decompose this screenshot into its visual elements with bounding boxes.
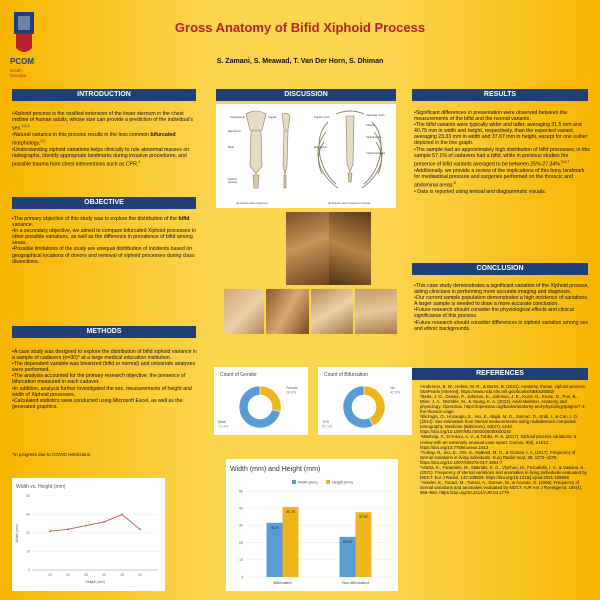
bar-category-label: Bifurcated <box>273 580 292 585</box>
reference-item: ⁴Mashriqi, F., D'Antoni, A. V., & Tubbs, R. S. (2017). Xiphoid process variations: a review with an extremely unusual case report. Cureus, 9(8), e1613. https://doi.org/10.7759/cureus.1613 <box>420 434 577 450</box>
line-point <box>85 525 87 527</box>
results-bullet-4: •Additionally, we provide a review of the implications of this bony landmark for mediastinal pressure and surgeries performed on the thoracic and abdominal areas. <box>414 167 585 189</box>
bifurcation-pie-value-yes: 57.1% <box>322 424 333 429</box>
objective-text <box>12 216 198 265</box>
svg-text:Sternal angle: Sternal angle <box>366 136 382 139</box>
diagram-caption-a: (a) Anterior view of sternum <box>236 202 268 205</box>
svg-text:Jugular: Jugular <box>268 116 277 119</box>
bifurcation-pie-label-yes: YES <box>322 420 330 424</box>
legend-label-0: Width (mm) <box>298 480 318 485</box>
line-series <box>50 515 140 532</box>
objective-bullet-1-post: variance. <box>12 222 34 229</box>
intro-ref-2: 1,2 <box>40 139 46 144</box>
line-ylabel: Width (mm) <box>15 523 19 543</box>
svg-text:Manubrium: Manubrium <box>228 130 241 133</box>
line-point <box>67 528 69 530</box>
results-header: RESULTS <box>412 89 588 101</box>
bar-chart-panel <box>226 459 398 591</box>
references-list <box>420 384 588 495</box>
specimen-photo-4 <box>266 289 309 334</box>
intro-bullet-2-bold: bifurcated <box>150 132 176 139</box>
bar-ytick: 20 <box>239 540 243 545</box>
objective-bullet-2: •In a secondary objective, we aimed to compare bifurcated Xiphoid processes to other possible variations, as well as the difference in prevalence of bifid among sexes. <box>12 228 197 247</box>
svg-text:Suprasternal: Suprasternal <box>230 116 245 119</box>
logo-sub1: South <box>10 68 22 73</box>
conclusion-bullet-4: •Future research should consider differences in xiphoid variation among sex and ethnic backgrounds. <box>414 319 589 332</box>
reference-item: ¹Anderson, B. W., Holme, M. R., & Burns, B. (2021). Anatomy, thorax, xiphoid process. StatPearls [Internet]. https://www.ncbi.nlm.nih.gov/books/NBK526082/ <box>420 384 587 395</box>
svg-text:Xiphoid: Xiphoid <box>228 178 237 181</box>
legend-swatch-1 <box>326 480 330 484</box>
methods-bullet-3: •The analysis accounted for the primary research objective: the presence of bifurcation measured in each cadaver. <box>12 373 186 386</box>
bar-data-label: 31.5 <box>271 525 278 530</box>
bifurcation-pie-chart <box>318 367 412 435</box>
svg-text:Jugular notch: Jugular notch <box>314 116 330 119</box>
bar-0-0 <box>267 523 283 577</box>
width-height-line-chart <box>12 478 165 591</box>
line-point <box>139 528 141 530</box>
sternum-diagrams <box>216 104 396 208</box>
line-xtick: 35 <box>84 573 88 577</box>
specimen-photo-6 <box>355 289 397 334</box>
bar-1-0 <box>283 507 299 577</box>
conclusion-header: CONCLUSION <box>412 263 588 275</box>
intro-ref-3: 4 <box>138 160 141 165</box>
svg-text:process: process <box>228 181 238 184</box>
conclusion-bullet-1: •This case study demonstrates a significant variation of the Xiphoid process, aiding clinicians in performing more accurate imaging and diagnosis. <box>414 283 589 296</box>
results-ref-4: 8 <box>453 180 456 185</box>
svg-text:Costal cartilages: Costal cartilages <box>366 152 386 155</box>
methods-text <box>12 349 198 410</box>
intro-bullet-1: •Xiphoid process is the ossified extension of the lower sternum in the chest midline of human adults, whose size can provide a prediction of the individual's sex. <box>12 111 193 132</box>
line-xtick: 50 <box>138 573 142 577</box>
reference-item: ²Betts, J. G., Desaix, P., Johnson, E., Johnson, J. E., Korol, O., Kruse, D., Poe, B., Wise, J. A., Womble, M., & Young, K. A. (2013). Axial skeleton. Anatomy and physiology. OpenStax. https://openstax.org/books/anatomy-and-physiology/pages/7-4-the-thoracic-cage <box>420 394 586 415</box>
bar-ytick: 0 <box>241 575 243 580</box>
specimen-photo-5 <box>311 289 353 334</box>
results-bullet-2: •The bifid variants were typically wider and taller, averaging 31.5 mm and 40.75 mm in width and height, respectively, than the expected variant, averaging 23.33 mm in width and 37.67 mm in height, except for one outlier depicted in the line graph. <box>414 122 588 147</box>
line-point <box>49 530 51 532</box>
svg-text:Clavicular notch: Clavicular notch <box>366 114 385 117</box>
objective-bullet-1-bold: bifid <box>178 216 190 222</box>
results-bullet-1: •Significant differences in presentation were observed between the measurements of the bifid and the normal variants. <box>414 110 568 123</box>
sternum-side-view <box>282 113 290 188</box>
bifurcation-pie-panel <box>318 367 412 435</box>
sternum-front-view <box>246 111 266 188</box>
svg-text:Body: Body <box>228 146 234 149</box>
gender-pie-chart <box>214 367 308 435</box>
introduction-text <box>12 111 198 168</box>
legend-label-1: Height (mm) <box>332 480 353 485</box>
bar-ytick: 30 <box>239 523 243 528</box>
bar-1-1 <box>356 512 372 577</box>
line-xtick: 30 <box>66 573 70 577</box>
svg-text:Manubrium: Manubrium <box>314 146 327 149</box>
bifurcation-pie-label-no: No <box>390 386 395 390</box>
gender-pie-label-female: Female <box>286 386 298 390</box>
bar-data-label: 37.67 <box>359 515 368 520</box>
bar-data-label: 23.33 <box>343 539 352 544</box>
sternum-anatomy-illustration <box>216 104 396 208</box>
line-ytick: 10 <box>26 549 30 554</box>
diagram-caption-b: (b) Anterior view of sternum of thorax <box>328 202 371 205</box>
bar-data-label: 40.75 <box>286 509 295 514</box>
line-chart-panel <box>12 478 165 591</box>
line-point <box>121 514 123 516</box>
width-height-bar-chart <box>226 459 398 591</box>
methods-bullet-2: •The dependent variable was binarized (bifid or normal) and univariate analyses were performed. <box>12 361 196 374</box>
intro-bullet-2-post: morphology. <box>12 140 41 147</box>
bifurcation-pie-title: Count of Bifurcation <box>324 372 368 378</box>
specimen-photo-2 <box>329 212 371 285</box>
conclusion-bullet-3: •Future research should consider the physiological effects and clinical significance of this process. <box>414 307 574 320</box>
gender-pie-label-male: Male <box>218 420 226 424</box>
results-bullet-3: •The sample had an approximately high distribution of bifid processes; in this sample 57.1% of cadavers had a bifid, while in previous studies the presence of bifid variants averaged to be between 25%-27.34%. <box>414 146 590 168</box>
svg-text:Clavicle: Clavicle <box>366 124 376 127</box>
introduction-header: INTRODUCTION <box>12 89 196 101</box>
gender-pie-slice-female <box>260 386 281 412</box>
intro-bullet-3: •Understanding xiphoid variations helps clinically to rule abnormal masses on radiographs, identify appropriate landmarks during invasive procedures, and possible trauma from chest interventions such as CPR. <box>12 146 190 168</box>
gender-pie-value-male: 71.4% <box>218 424 229 429</box>
poster-title: Gross Anatomy of Bifid Xiphoid Process <box>174 20 426 35</box>
reference-item: ⁶Vatzia, K., Fanariotis, M., Makridis, K. G., Vlychou, M., Fezoulidis, I. V., & Vassiou, K. (2021). Frequency of sternal variations and anomalies in living individuals evaluated by MDCT. Eur J Radiol, 142:109828. https://doi.org/10.1016/j.ejrad.2021.109828 <box>420 464 587 480</box>
bar-category-label: Non-Bifurcated <box>342 580 369 585</box>
line-chart-title: Width vs. Height (mm) <box>16 484 66 490</box>
methods-bullet-4: •In addition, analysis further investigated the sex, measurements of height and width of Xiphoid processes. <box>12 385 192 398</box>
gender-pie-value-female: 28.6% <box>286 390 297 395</box>
bar-ytick: 10 <box>239 558 243 563</box>
bifurcation-pie-value-no: 42.9% <box>390 390 401 395</box>
objective-bullet-3: •Possible limitations of the study are unequal distribution of incidents based on geographical locations of donors and removal of xiphoid processes during class dissections. <box>12 246 195 265</box>
poster-authors: S. Zamani, S. Meawad, T. Van Der Horn, S. Dhiman <box>216 58 384 65</box>
line-ytick: 20 <box>26 531 30 536</box>
methods-note: *In progress due to COVID restrictions. <box>12 452 92 457</box>
line-xtick: 25 <box>48 573 52 577</box>
methods-bullet-1: •A case study was designed to explore the distribution of bifid xiphoid variance in a sample of cadavers (n=30)* at a large medical education institution. <box>12 349 197 362</box>
objective-bullet-1-pre: •The primary objective of this study was to explore the distribution of the <box>12 216 179 222</box>
line-ytick: 30 <box>26 512 30 517</box>
gender-pie-panel <box>214 367 308 435</box>
line-point <box>103 521 105 523</box>
objective-header: OBJECTIVE <box>12 197 196 209</box>
line-ytick: 0 <box>28 568 30 573</box>
specimen-photo-1 <box>286 212 329 285</box>
reference-item: ⁷Yekeler, E., Tunaci, M., Tunaci, A., Dursun, M., & Acunas, G. (2006). Frequency of sternal variations and anomalies evaluated by MDCT. AJR Am J Roentgenol, 186(4), 956–960. https://doi.org/10.2214/AJR.04.1779 <box>420 479 583 495</box>
conclusion-bullet-2: •Our current sample population demonstrates a high incidence of variations. A larger sample is needed to draw a more accurate conclusion. <box>414 295 589 308</box>
methods-header: METHODS <box>12 326 196 338</box>
line-ytick: 40 <box>26 494 30 499</box>
logo-sub2: Georgia <box>10 73 27 78</box>
legend-swatch-0 <box>292 480 296 484</box>
results-ref-3: 5,6,7 <box>561 159 570 164</box>
discussion-header: DISCUSSION <box>216 89 396 101</box>
intro-ref-1: 1,2,3 <box>21 124 30 129</box>
line-xlabel: Height (mm) <box>85 580 105 584</box>
references-header: REFERENCES <box>412 368 588 380</box>
conclusion-text <box>414 283 590 332</box>
methods-bullet-5: •Calculated statistics were conducted using Microsoft Excel, as well as the generated graphics. <box>12 397 183 410</box>
line-xtick: 40 <box>102 573 106 577</box>
logo-text: PCOM <box>10 57 34 66</box>
reference-item: ³Ekizoglu, O., Hocaoglu, E., Inci, E., Bilgili, M. G., Solmaz, D., Erdil, I., & Can, I. O. (2014). Sex estimation from sternal measurements using multidetector computed tomography. Medicine (Baltimore), 93(27), e240. https://doi.org/10.1097/MD.0000000000000240 <box>420 414 579 435</box>
specimen-photo-3 <box>224 289 264 334</box>
bar-chart-title: Width (mm) and Height (mm) <box>230 466 321 473</box>
bar-ytick: 50 <box>239 489 243 494</box>
gender-pie-title: Count of Gender <box>220 372 257 378</box>
results-text <box>414 110 590 195</box>
bar-ytick: 40 <box>239 506 243 511</box>
reference-item: ⁵Turkay, R., Inci, E., Ors, S., Nalbant, M. O., & Gurses, I. A. (2017). Frequency of sternal variations in living individuals. Surg Radiol Anat, 39, 1273–1278. https://doi.org/10.1007/s00276-017-1854-7 <box>420 449 576 465</box>
intro-bullet-2-pre: •Natural variance in this process results in the less common <box>12 132 151 139</box>
line-xtick: 45 <box>120 573 124 577</box>
results-bullet-5: • Data is reported using textual and diagrammatic visuals. <box>414 188 547 195</box>
